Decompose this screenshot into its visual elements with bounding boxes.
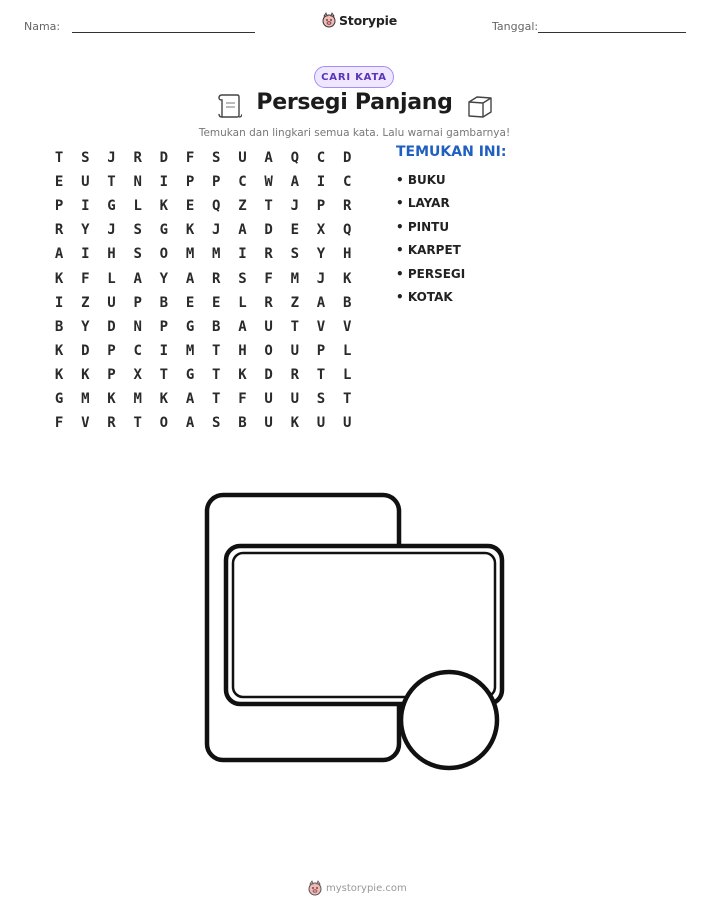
grid-cell[interactable]: V: [81, 415, 90, 432]
grid-cell[interactable]: A: [290, 174, 299, 191]
grid-cell[interactable]: Z: [81, 294, 90, 311]
grid-cell[interactable]: L: [342, 366, 352, 383]
grid-cell[interactable]: G: [54, 390, 64, 407]
grid-cell[interactable]: P: [54, 198, 64, 215]
grid-cell[interactable]: T: [159, 366, 169, 383]
grid-cell[interactable]: B: [238, 415, 247, 432]
grid-cell[interactable]: H: [238, 342, 247, 359]
grid-cell[interactable]: K: [342, 270, 352, 287]
grid-cell[interactable]: S: [81, 150, 90, 167]
grid-cell[interactable]: K: [290, 415, 299, 432]
grid-cell[interactable]: A: [238, 318, 247, 335]
grid-cell[interactable]: P: [185, 174, 195, 191]
grid-cell[interactable]: E: [185, 294, 195, 311]
grid-cell[interactable]: Q: [212, 198, 221, 215]
circle-shape: [401, 672, 497, 768]
grid-cell[interactable]: D: [342, 150, 352, 167]
grid-cell[interactable]: U: [342, 415, 352, 432]
grid-cell[interactable]: U: [81, 174, 90, 191]
word-search-grid: [46, 146, 360, 435]
grid-cell[interactable]: J: [107, 150, 116, 167]
grid-cell[interactable]: W: [264, 174, 273, 191]
grid-cell[interactable]: D: [264, 222, 273, 239]
grid-cell[interactable]: I: [238, 246, 247, 263]
grid-cell[interactable]: J: [107, 222, 116, 239]
grid-cell[interactable]: I: [81, 198, 90, 215]
grid-cell[interactable]: Z: [290, 294, 299, 311]
grid-cell[interactable]: C: [316, 150, 326, 167]
word-list-item: • KOTAK: [396, 289, 453, 304]
grid-cell[interactable]: E: [212, 294, 221, 311]
grid-cell[interactable]: H: [342, 246, 352, 263]
grid-cell[interactable]: K: [54, 366, 64, 383]
grid-cell[interactable]: G: [159, 222, 169, 239]
grid-cell[interactable]: V: [342, 318, 352, 335]
grid-cell[interactable]: O: [159, 415, 169, 432]
grid-cell[interactable]: C: [238, 174, 247, 191]
date-label: Tanggal:: [492, 20, 539, 33]
grid-cell[interactable]: T: [212, 366, 221, 383]
grid-cell[interactable]: T: [342, 390, 352, 407]
word-list-item: • LAYAR: [396, 196, 450, 211]
grid-cell[interactable]: T: [316, 366, 326, 383]
grid-cell[interactable]: G: [185, 366, 195, 383]
grid-cell[interactable]: U: [264, 390, 273, 407]
grid-cell[interactable]: O: [159, 246, 169, 263]
grid-cell[interactable]: B: [342, 294, 352, 311]
grid-cell[interactable]: T: [264, 198, 273, 215]
grid-cell[interactable]: R: [342, 198, 352, 215]
category-badge: CARI KATA: [314, 66, 394, 88]
grid-cell[interactable]: B: [54, 318, 64, 335]
grid-cell[interactable]: T: [133, 415, 142, 432]
grid-cell[interactable]: L: [107, 270, 116, 287]
grid-cell[interactable]: Q: [342, 222, 352, 239]
grid-cell[interactable]: K: [81, 366, 90, 383]
name-label: Nama:: [24, 20, 61, 33]
grid-cell[interactable]: U: [316, 415, 326, 432]
grid-cell[interactable]: Y: [81, 222, 90, 239]
grid-cell[interactable]: P: [133, 294, 142, 311]
word-list-item: • PINTU: [396, 219, 450, 234]
grid-cell[interactable]: T: [212, 342, 221, 359]
grid-cell[interactable]: T: [212, 390, 221, 407]
grid-cell[interactable]: A: [316, 294, 326, 311]
grid-cell[interactable]: K: [159, 390, 169, 407]
grid-cell[interactable]: G: [107, 198, 116, 215]
grid-cell[interactable]: P: [107, 342, 116, 359]
word-list-item: • KARPET: [396, 243, 461, 258]
grid-cell[interactable]: S: [316, 390, 326, 407]
grid-cell[interactable]: E: [290, 222, 299, 239]
grid-cell[interactable]: T: [107, 174, 116, 191]
footer: [308, 880, 407, 896]
grid-cell[interactable]: Q: [290, 150, 299, 167]
grid-cell[interactable]: A: [133, 270, 142, 287]
grid-cell[interactable]: E: [185, 198, 195, 215]
grid-cell[interactable]: U: [290, 390, 299, 407]
grid-cell[interactable]: R: [212, 270, 221, 287]
grid-cell[interactable]: S: [133, 222, 142, 239]
grid-cell[interactable]: Y: [316, 246, 326, 263]
grid-cell[interactable]: X: [316, 222, 326, 239]
grid-cell[interactable]: L: [342, 342, 352, 359]
word-list-item: • BUKU: [396, 173, 446, 187]
grid-cell[interactable]: P: [316, 342, 326, 359]
brand-logo: [322, 12, 397, 28]
grid-cell[interactable]: M: [290, 270, 299, 287]
grid-cell[interactable]: I: [159, 174, 169, 191]
grid-cell[interactable]: M: [133, 390, 142, 407]
grid-cell[interactable]: U: [290, 342, 299, 359]
coloring-picture[interactable]: [196, 484, 512, 780]
grid-cell[interactable]: K: [238, 366, 247, 383]
grid-cell[interactable]: B: [159, 294, 169, 311]
grid-cell[interactable]: U: [264, 415, 273, 432]
grid-cell[interactable]: M: [185, 342, 195, 359]
grid-cell[interactable]: P: [212, 174, 221, 191]
grid-cell[interactable]: G: [185, 318, 195, 335]
grid-cell[interactable]: D: [81, 342, 90, 359]
grid-cell[interactable]: I: [54, 294, 64, 311]
grid-cell[interactable]: S: [212, 415, 221, 432]
grid-cell[interactable]: T: [54, 150, 64, 167]
grid-cell[interactable]: R: [264, 246, 273, 263]
word-list-item: • PERSEGI: [396, 266, 466, 281]
grid-cell[interactable]: F: [238, 390, 247, 407]
grid-cell[interactable]: K: [107, 390, 116, 407]
cube-icon: [466, 94, 494, 120]
grid-cell[interactable]: K: [54, 342, 64, 359]
grid-cell[interactable]: M: [212, 246, 221, 263]
grid-cell[interactable]: N: [133, 318, 142, 335]
grid-cell[interactable]: P: [159, 318, 169, 335]
grid-cell[interactable]: B: [212, 318, 221, 335]
grid-cell[interactable]: D: [107, 318, 116, 335]
grid-cell[interactable]: Z: [238, 198, 247, 215]
grid-cell[interactable]: I: [316, 174, 326, 191]
grid-cell[interactable]: A: [54, 246, 64, 263]
name-line[interactable]: [72, 32, 255, 33]
grid-cell[interactable]: X: [133, 366, 142, 383]
grid-cell[interactable]: S: [212, 150, 221, 167]
grid-cell[interactable]: S: [133, 246, 142, 263]
grid-cell[interactable]: S: [238, 270, 247, 287]
grid-cell[interactable]: V: [316, 318, 326, 335]
grid-cell[interactable]: K: [159, 198, 169, 215]
grid-cell[interactable]: Y: [159, 270, 169, 287]
grid-cell[interactable]: A: [185, 390, 195, 407]
grid-cell[interactable]: K: [54, 270, 64, 287]
grid-cell[interactable]: C: [342, 174, 352, 191]
grid-cell[interactable]: F: [81, 270, 90, 287]
grid-cell[interactable]: F: [54, 415, 64, 432]
grid-cell[interactable]: J: [212, 222, 221, 239]
grid-cell[interactable]: S: [290, 246, 299, 263]
grid-cell[interactable]: J: [290, 198, 299, 215]
grid-cell[interactable]: P: [316, 198, 326, 215]
grid-cell[interactable]: A: [264, 150, 273, 167]
grid-cell[interactable]: U: [107, 294, 116, 311]
grid-cell[interactable]: R: [133, 150, 142, 167]
grid-cell[interactable]: R: [107, 415, 116, 432]
pig-logo-icon: [308, 880, 322, 896]
grid-cell[interactable]: I: [159, 342, 169, 359]
grid-cell[interactable]: T: [290, 318, 299, 335]
grid-cell[interactable]: I: [81, 246, 90, 263]
brand-name: Storypie: [339, 12, 397, 28]
grid-cell[interactable]: F: [185, 150, 195, 167]
grid-cell[interactable]: L: [133, 198, 142, 215]
grid-cell[interactable]: M: [81, 390, 90, 407]
grid-cell[interactable]: A: [185, 270, 195, 287]
grid-cell[interactable]: L: [238, 294, 247, 311]
grid-cell[interactable]: Y: [81, 318, 90, 335]
word-list: [396, 170, 465, 310]
grid-cell[interactable]: H: [107, 246, 116, 263]
grid-cell[interactable]: J: [316, 270, 326, 287]
grid-cell[interactable]: M: [185, 246, 195, 263]
grid-cell[interactable]: R: [290, 366, 299, 383]
grid-cell[interactable]: P: [107, 366, 116, 383]
grid-cell[interactable]: U: [238, 150, 247, 167]
grid-cell[interactable]: E: [54, 174, 64, 191]
word-list-title: TEMUKAN INI:: [396, 144, 507, 160]
date-line[interactable]: [538, 32, 686, 33]
page-title: Persegi Panjang: [256, 90, 453, 115]
grid-cell[interactable]: D: [264, 366, 273, 383]
grid-cell[interactable]: A: [238, 222, 247, 239]
grid-cell[interactable]: K: [185, 222, 195, 239]
grid-cell[interactable]: N: [133, 174, 142, 191]
grid-cell[interactable]: O: [264, 342, 273, 359]
footer-url[interactable]: mystorypie.com: [326, 882, 407, 894]
instructions: Temukan dan lingkari semua kata. Lalu warnai gambarnya!: [198, 127, 511, 139]
grid-cell[interactable]: A: [185, 415, 195, 432]
grid-cell[interactable]: R: [264, 294, 273, 311]
grid-cell[interactable]: U: [264, 318, 273, 335]
grid-cell[interactable]: C: [133, 342, 142, 359]
grid-cell[interactable]: R: [54, 222, 64, 239]
pig-logo-icon: [322, 12, 336, 28]
grid-cell[interactable]: F: [264, 270, 273, 287]
grid-cell[interactable]: D: [159, 150, 169, 167]
